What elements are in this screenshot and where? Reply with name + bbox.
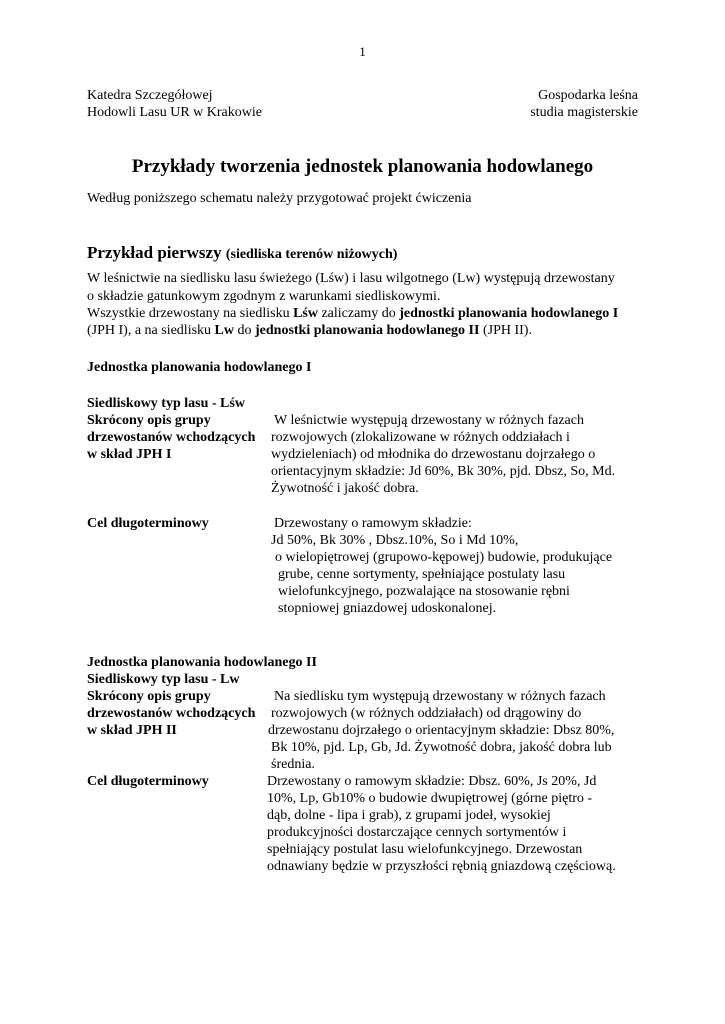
example-heading-main: Przykład pierwszy	[87, 243, 222, 262]
jph2-desc-line-3: drzewostanu dojrzałego o orientacyjnym składzie: Dbsz 80%,	[268, 723, 615, 738]
page-number: 1	[359, 44, 366, 59]
jph1-goal-line-5: wielofunkcyjnego, pozwalające na stosowanie rębni	[278, 584, 570, 599]
jph2-desc-label-1: Skrócony opis grupy	[87, 689, 211, 704]
jph1-goal-line-3: o wielopiętrowej (grupowo-kępowej) budowie, produkujące	[275, 550, 613, 565]
jph1-goal-line-6: stopniowej gniazdowej udoskonalonej.	[278, 601, 497, 616]
jph2-goal-line-1: Drzewostany o ramowym składzie: Dbsz. 60%, Js 20%, Jd	[267, 774, 597, 789]
jph1-desc-line-4: orientacyjnym składzie: Jd 60%, Bk 30%, pjd. Dbsz, So, Md.	[271, 464, 616, 479]
header-right-line-1: Gospodarka leśna	[538, 88, 638, 103]
jph2-desc-line-5: średnia.	[271, 757, 315, 772]
intro-text: (JPH I), a na siedlisku	[87, 323, 215, 338]
jph2-site-type: Siedliskowy typ lasu - Lw	[87, 672, 240, 687]
intro-text: Wszystkie drzewostany na siedlisku	[87, 306, 294, 321]
page-title: Przykłady tworzenia jednostek planowania hodowlanego	[131, 156, 594, 177]
example-heading	[87, 243, 397, 263]
example-heading-small: (siedliska terenów niżowych)	[225, 247, 398, 262]
intro-line-4	[87, 322, 532, 339]
jph2-desc-line-2: rozwojowych (w różnych oddziałach) od drągowiny do	[271, 706, 582, 721]
intro-bold-jph1: jednostki planowania hodowlanego I	[399, 306, 619, 321]
intro-text: do	[234, 323, 255, 338]
intro-text: (JPH II).	[479, 323, 532, 338]
jph2-goal-line-2: 10%, Lp, Gb10% o budowie dwupiętrowej (górne piętro -	[267, 791, 593, 806]
jph2-desc-line-1: Na siedlisku tym występują drzewostany w różnych fazach	[274, 689, 606, 704]
jph1-goal-label: Cel długoterminowy	[87, 516, 209, 531]
jph2-goal-line-6: odnawiany będzie w przyszłości rębnią gniazdową częściową.	[267, 859, 616, 874]
header-right-line-2: studia magisterskie	[530, 105, 638, 120]
jph2-desc-label-3: w skład JPH II	[87, 723, 177, 738]
jph1-site-type: Siedliskowy typ lasu - Lśw	[87, 396, 245, 411]
jph1-goal-line-1: Drzewostany o ramowym składzie:	[274, 516, 472, 531]
jph1-desc-label-3: w skład JPH I	[87, 447, 172, 462]
jph1-desc-line-1: W leśnictwie występują drzewostany w różnych fazach	[274, 413, 584, 428]
intro-bold-lw: Lw	[214, 323, 234, 338]
jph2-goal-line-4: produkcyjności dostarczające cennych sortymentów i	[267, 825, 567, 840]
jph2-goal-line-3: dąb, dolne - lipa i grab), z grupami jodeł, wysokiej	[267, 808, 551, 823]
intro-line-3	[87, 305, 618, 322]
subtitle: Według poniższego schematu należy przygotować projekt ćwiczenia	[87, 191, 472, 206]
jph1-desc-line-2: rozwojowych (zlokalizowane w różnych oddziałach i	[271, 430, 570, 445]
jph1-desc-line-3: wydzieleniach) od młodnika do drzewostanu dojrzałego o	[271, 447, 596, 462]
jph2-heading: Jednostka planowania hodowlanego II	[87, 655, 317, 670]
intro-bold-jph2: jednostki planowania hodowlanego II	[255, 323, 480, 338]
jph1-desc-label-1: Skrócony opis grupy	[87, 413, 211, 428]
header-left-line-1: Katedra Szczegółowej	[87, 88, 213, 103]
jph2-goal-label: Cel długoterminowy	[87, 774, 209, 789]
intro-line-2: o składzie gatunkowym zgodnym z warunkami siedliskowymi.	[87, 289, 441, 304]
jph2-desc-line-4: Bk 10%, pjd. Lp, Gb, Jd. Żywotność dobra, jakość dobra lub	[271, 740, 612, 755]
jph1-heading: Jednostka planowania hodowlanego I	[87, 360, 312, 375]
jph1-goal-line-4: grube, cenne sortymenty, spełniające postulaty lasu	[278, 567, 566, 582]
jph2-desc-label-2: drzewostanów wchodzących	[87, 706, 256, 721]
intro-bold-lsw: Lśw	[293, 306, 318, 321]
jph1-desc-label-2: drzewostanów wchodzących	[87, 430, 256, 445]
intro-line-1: W leśnictwie na siedlisku lasu świeżego (Lśw) i lasu wilgotnego (Lw) występują drzewostany	[87, 271, 615, 286]
jph1-goal-line-2: Jd 50%, Bk 30% , Dbsz.10%, So i Md 10%,	[271, 533, 519, 548]
header-left-line-2: Hodowli Lasu UR w Krakowie	[87, 105, 262, 120]
jph1-desc-line-5: Żywotność i jakość dobra.	[271, 481, 419, 496]
jph2-goal-line-5: spełniający postulat lasu wielofunkcyjnego. Drzewostan	[267, 842, 583, 857]
intro-text: zaliczamy do	[317, 306, 400, 321]
